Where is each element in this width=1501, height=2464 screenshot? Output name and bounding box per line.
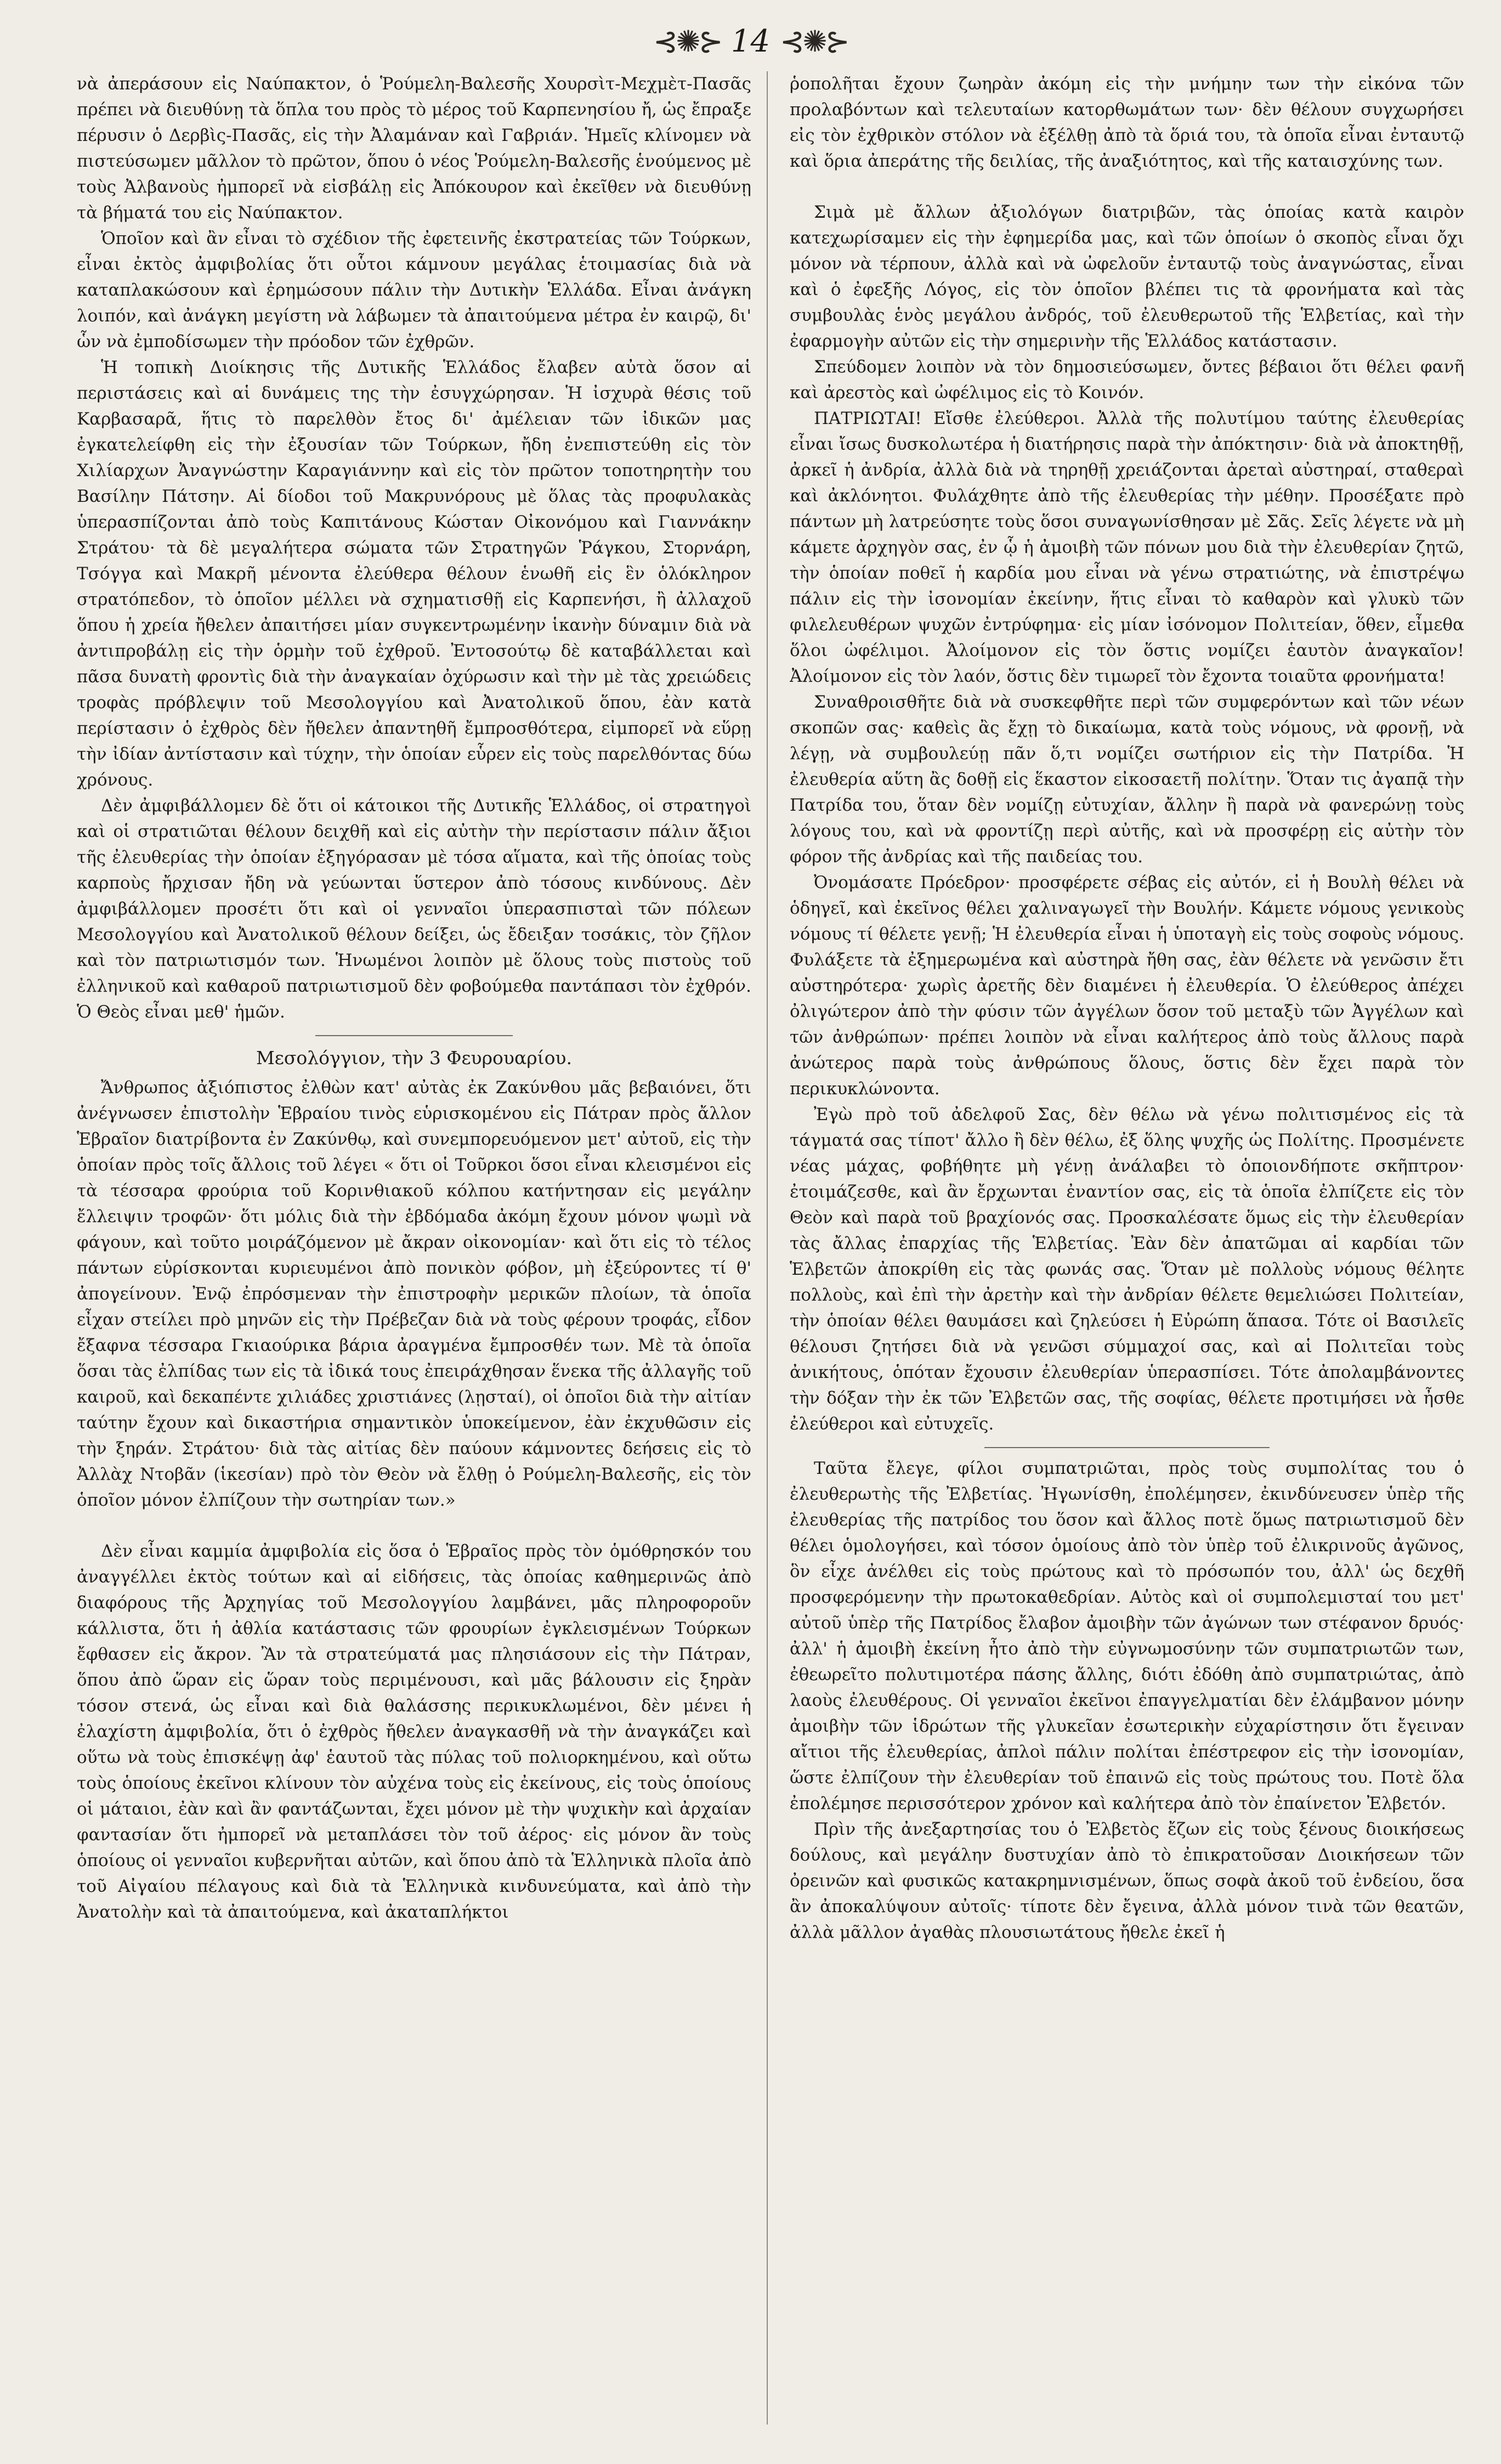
column-rule bbox=[767, 71, 768, 2425]
news-paragraph: Ἄνθρωπος ἀξιόπιστος ἐλθὼν κατ' αὐτὰς ἐκ Ζακύνθου μᾶς βεβαιόνει, ὅτι ἀνέγνωσεν ἐπιστολὴν Ἑβραίου τινὸς εὑρισκομένου εἰς Πάτραν πρὸς ἄλλον Ἑβραῖον διατρίβοντα ἐν Ζακύνθῳ, καὶ συνεμπορευόμενον μετ' αὐτοῦ, εἰς τὴν ὁποίαν πρὸς τοῖς ἄλλοις τοῦ λέγει « ὅτι οἱ Τοῦρκοι ὅσοι εἶναι κλεισμένοι εἰς τὰ τέσσαρα φρούρια τοῦ Κορινθιακοῦ κόλπου κατήντησαν εἰς μεγάλην ἔλλειψιν τροφῶν· ὅτι μόλις διὰ τὴν ἑβδόμαδα ἀκόμη ἔχουν μόνον ψωμὶ νὰ φάγουν, καὶ τοῦτο μοιράζόμενον μὲ ἄκραν οἰκονομίαν· καὶ ὅτι εἰς τὸ τέλος πάντων εὑρίσκονται κυριευμένοι ἀπὸ πονικὸν φόβον, μὴ ἐξεύροντες τί θ' ἀπογείνουν. Ἐνῷ ἐπρόσμεναν τὴν ἐπιστροφὴν μερικῶν πλοίων, τὰ ὁποῖα εἶχαν στείλει πρὸ μηνῶν εἰς τὴν Πρέβεζαν διὰ νὰ τοὺς φέρουν τροφάς, εἶδον ἔξαφνα τέσσαρα Γκιαούρικα βάρια ἀραγμένα ἔμπροσθέν των. Μὲ τὰ ὁποῖα ὅσαι τὰς ἐλπίδας των εἰς τὰ ἰδικά τους ἐπειράχθησαν ἕνεκα τῆς ἀλλαγῆς τοῦ καιροῦ, καὶ δεκαπέντε χιλιάδες χριστιάνες (λῃσταί), οἱ ὁποῖοι διὰ τὴν αἰτίαν ταύτην ἔχουν καὶ δικαστήρια σημαντικὸν ὑποκείμενον, ἐὰν ἐκχυθῶσιν εἰς τὴν ξηράν. Στράτου· διὰ τὰς αἰτίας δὲν παύουν κάμνοντες δεήσεις εἰς τὸ Ἀλλὰχ Ντοβᾶν (ἱκεσίαν) πρὸ τὸν Θεὸν νὰ ἔλθῃ ὁ Ρούμελη-Βαλεσῆς, εἰς τὸν ὁποῖον μόνον ἐλπίζουν τὴν σωτηρίαν των.» bbox=[77, 1078, 751, 1510]
article-paragraph: Ὁποῖον καὶ ἂν εἶναι τὸ σχέδιον τῆς ἐφετεινῆς ἐκστρατείας τῶν Τούρκων, εἶναι ἐκτὸς ἀμφιβολίας ὅτι οὗτοι κάμνουν μεγάλας ἑτοιμασίας διὰ νὰ καταπλακώσουν καὶ ἐρημώσουν πάλιν τὴν Δυτικὴν Ἑλλάδα. Εἶναι ἀνάγκη λοιπόν, καὶ ἀνάγκη μεγίστη νὰ λάβωμεν τὰ ἀπαιτούμενα μέτρα ἐν καιρῷ, δι' ὧν νὰ ἐμποδίσωμεν τὴν πρόοδον τῶν ἐχθρῶν. bbox=[77, 229, 751, 352]
section-divider bbox=[315, 1035, 513, 1036]
right-ornament: ⊰✺⊱ bbox=[780, 24, 848, 59]
dateline: Μεσολόγγιον, τὴν 3 Φευρουαρίου. bbox=[256, 1047, 572, 1069]
closing-paragraph: Πρὶν τῆς ἀνεξαρτησίας του ὁ Ἐλβετὸς ἔζων εἰς τοὺς ξένους διοικήσεως δούλους, καὶ μεγάλην δυστυχίαν ἀπὸ τὸ ἐπικρατοῦσαν Διοικήσεων τῶν ὀρεινῶν καὶ φυσικῶς κατακρημνισμένων, ὅπως σοφὰ ἀκοῦ τοῦ ἐνδείου, ὅσα ἂν ἀποκαλύψουν αὐτοῖς· τίποτε δὲν ἔγεινα, ἀλλὰ μόνον τινὰ τῶν θεατῶν, ἀλλὰ μᾶλλον ἀγαθὰς πλουσιωτάτους ἤθελε ἐκεῖ ἡ bbox=[790, 1819, 1464, 1942]
page-number: 14 bbox=[730, 23, 771, 59]
article-paragraph: νὰ ἀπεράσουν εἰς Ναύπακτον, ὁ Ῥούμελη-Βαλεσῆς Χουρσὶτ-Μεχμὲτ-Πασᾶς πρέπει νὰ διευθύνῃ τὰ ὅπλα του πρὸς τὸ μέρος τοῦ Καρπενησίου ἤ, ὡς ἔπραξε πέρυσιν ὁ Δερβὶς-Πασᾶς, εἰς τὴν Ἀλαμάναν καὶ Γαβριάν. Ἡμεῖς κλίνομεν νὰ πιστεύσωμεν μᾶλλον τὸ πρῶτον, ὅπου ὁ νέος Ῥούμελη-Βαλεσῆς ἑνούμενος μὲ τοὺς Ἀλβανοὺς ἠμπορεῖ νὰ εἰσβάλῃ εἰς Ἀπόκουρον καὶ ἐκεῖθεν νὰ διευθύνῃ τὰ βήματά του εἰς Ναύπακτον. bbox=[77, 74, 751, 223]
article-paragraph: Σιμὰ μὲ ἄλλων ἀξιολόγων διατριβῶν, τὰς ὁποίας κατὰ καιρὸν κατεχωρίσαμεν εἰς τὴν ἐφημερίδα μας, καὶ τῶν ὁποίων ὁ σκοπὸς εἶναι ὄχι μόνον νὰ τέρπουν, ἀλλὰ καὶ νὰ ὠφελοῦν ἐνταυτῷ τοὺς ἀναγνώστας, εἶναι καὶ ὁ ἐφεξῆς Λόγος, εἰς τὸν ὁποῖον βλέπει τις τὰ φρονήματα καὶ τὰς συμβουλὰς ἑνὸς μεγάλου ἀνδρός, τοῦ ἐλευθερωτοῦ τῆς Ἑλβετίας, καὶ τὴν ἐφαρμογὴν αὐτῶν εἰς τὴν σημερινὴν τῆς Ἑλλάδος κατάστασιν. bbox=[790, 202, 1464, 351]
article-paragraph: Δὲν ἀμφιβάλλομεν δὲ ὅτι οἱ κάτοικοι τῆς Δυτικῆς Ἑλλάδος, οἱ στρατηγοὶ καὶ οἱ στρατιῶται θέλουν δειχθῆ καὶ εἰς αὐτὴν τὴν περίστασιν πάλιν ἄξιοι τῆς ἐλευθερίας τὴν ὁποίαν ἐξηγόρασαν μὲ τόσα αἵματα, καὶ τῆς ὁποίας τοὺς καρποὺς ἤρχισαν ἤδη νὰ γεύωνται ὕστερον ἀπὸ τόσους κινδύνους. Δὲν ἀμφιβάλλομεν προσέτι ὅτι καὶ οἱ γενναῖοι ὑπερασπισταὶ τῶν πόλεων Μεσολογγίου καὶ Ἀνατολικοῦ θέλουν δείξει, ὡς ἔδειξαν τοσάκις, τὸν ζῆλον καὶ τὸν πατριωτισμόν των. Ἡνωμένοι λοιπὸν μὲ ὅλους τοὺς πιστοὺς τοῦ ἐλληνικοῦ καὶ καθαροῦ πατριωτισμοῦ δὲν φοβούμεθα παντάπασι τὸν ἐχθρόν. Ὁ Θεὸς εἶναι μεθ' ἡμῶν. bbox=[77, 796, 751, 1022]
speech-paragraph: Συναθροισθῆτε διὰ νὰ συσκεφθῆτε περὶ τῶν συμφερόντων καὶ τῶν νέων σκοπῶν σας· καθεὶς ἂς ἔχῃ τὸ δικαίωμα, κατὰ τοὺς νόμους, νὰ φρονῇ, νὰ λέγῃ, νὰ συμβουλεύῃ πᾶν ὅ,τι νομίζει σωτήριον εἰς τὴν Πατρίδα. Ἡ ἐλευθερία αὕτη ἂς δοθῇ εἰς ἕκαστον εἰκοσαετῆ πολίτην. Ὅταν τις ἀγαπᾷ τὴν Πατρίδα του, ὅταν δὲν νομίζῃ εὐτυχίαν, ἄλλην ἢ παρὰ νὰ φανερώνῃ τοὺς λόγους του, καὶ νὰ φροντίζῃ περὶ αὐτῆς, καὶ νὰ προσφέρῃ εἰς αὐτὴν τὸν φόρον τῆς ἀνδρίας καὶ τῆς παιδείας του. bbox=[790, 692, 1464, 867]
page-header bbox=[0, 22, 1501, 60]
speech-paragraph: ΠΑΤΡΙΩΤΑΙ! Εἴσθε ἐλεύθεροι. Ἀλλὰ τῆς πολυτίμου ταύτης ἐλευθερίας εἶναι ἴσως δυσκολωτέρα ἡ διατήρησις παρὰ τὴν ἀπόκτησιν· διὰ νὰ ἀποκτηθῇ, ἀρκεῖ ἡ ἀνδρία, ἀλλὰ διὰ νὰ τηρηθῇ χρειάζονται ἀρεταὶ αὐστηραί, σταθεραὶ καὶ ἀκλόνητοι. Φυλάχθητε ἀπὸ τῆς ἐλευθερίας τὴν μέθην. Προσέξατε πρὸ πάντων μὴ λατρεύσητε τοὺς ὅσοι συναγωνίσθησαν μὲ Σᾶς. Σεῖς λέγετε νὰ μὴ κάμετε ἀρχηγὸν σας, ἐν ᾧ ἡ ἀμοιβὴ τῶν πόνων μου διὰ τὴν ἐλευθερίαν ζητῶ, τὴν ὁποίαν ποθεῖ ἡ καρδία μου εἶναι νὰ γένω στρατιώτης, νὰ ἐπιστρέψω πάλιν εἰς τὴν ἰσονομίαν ἐκείνην, ἥτις εἶναι τὸ καθαρὸν καὶ γλυκὺ τῶν φιλελευθέρων ψυχῶν ἐντρύφημα· εἰς μίαν ἰσόνομον Πολιτείαν, ὅθεν, εἶμεθα ὅλοι ὠφέλιμοι. Ἀλοίμονον εἰς τὸν ὅστις νομίζει ἑαυτὸν ἀναγκαῖον! Ἀλοίμονον εἰς τὸν λαόν, ὅστις δὲν τιμωρεῖ τὸν ἔχοντα τοιαῦτα φρονήματα! bbox=[790, 409, 1464, 686]
article-paragraph: Ἡ τοπικὴ Διοίκησις τῆς Δυτικῆς Ἑλλάδος ἔλαβεν αὐτὰ ὅσον αἱ περιστάσεις καὶ αἱ δυνάμεις της τὴν ἐσυγχώρησαν. Ἡ ἰσχυρὰ θέσις τοῦ Καρβασαρᾶ, ἥτις τὸ παρελθὸν ἔτος δι' ἀμέλειαν τῶν ἰδικῶν μας ἐγκατελείφθη εἰς τὴν ἐξουσίαν τῶν Τούρκων, ἤδη ἐνεπιστεύθη εἰς τὸν Χιλίαρχων Ἀναγνώστην Καραγιάννην καὶ εἰς τὸν πρῶτον τοποτηρητὴν του Βασίλην Πάτσην. Αἱ δίοδοι τοῦ Μακρυνόρους μὲ ὅλας τὰς προφυλακὰς ὑπερασπίζονται ἀπὸ τοὺς Καπιτάνους Κώσταν Οἰκονόμου καὶ Γιαννάκην Στράτου· τὰ δὲ μεγαλήτερα σώματα τῶν Στρατηγῶν Ῥάγκου, Στορνάρη, Τσόγγα καὶ Μακρῆ μένοντα ἐλεύθερα θέλουν ἑνωθῆ εἰς ἓν ὁλόκληρον στρατόπεδον, τὸ ὁποῖον μέλλει νὰ σχηματισθῇ εἰς Καρπενήσι, ἢ ἀλλαχοῦ ὅπου ἡ χρεία ἤθελεν ἀπαιτήσει μίαν συγκεντρωμένην ἱκανὴν δύναμιν διὰ νὰ ἀντιπροβάλῃ εἰς τὴν ὁρμὴν τοῦ ἐχθροῦ. Ἐντοσούτῳ δὲ καταβάλλεται καὶ πᾶσα δυνατὴ φροντὶς διὰ τὴν ἀναγκαίαν ὀχύρωσιν καὶ τὴν μὲ τὰς χρειώδεις τροφὰς πρόβλεψιν τοῦ Μεσολογγίου καὶ Ἀνατολικοῦ ὅπου, ἐὰν κατὰ περίστασιν ὁ ἐχθρὸς δὲν ἤθελεν ἀπαντηθῆ ἔμπροσθότερα, εἰμπορεῖ νὰ εὕρῃ τὴν ἰδίαν ἀντίστασιν καὶ τύχην, τὴν ὁποίαν εὗρεν εἰς τοὺς παρελθόντας δύω χρόνους. bbox=[77, 358, 751, 790]
right-column bbox=[790, 71, 1464, 2446]
article-paragraph: Σπεύδομεν λοιπὸν νὰ τὸν δημοσιεύσωμεν, ὄντες βέβαιοι ὅτι θέλει φανῆ καὶ ἀρεστὸς καὶ ὠφέλιμος εἰς τὸ Κοινόν. bbox=[790, 357, 1464, 403]
closing-paragraph: Ταῦτα ἔλεγε, φίλοι συμπατριῶται, πρὸς τοὺς συμπολίτας του ὁ ἐλευθερωτὴς τῆς Ἐλβετίας. Ἠγωνίσθη, ἐπολέμησεν, ἐκινδύνευσεν ὑπὲρ τῆς ἐλευθερίας τῆς πατρίδος του ὅσον καὶ ἄλλος ποτὲ ὅμως πατριωτισμοῦ δὲν θέλει ὁμολογήσει, καὶ τόσον ὁμοίους ἀπὸ τὸν ὑπὲρ τοῦ ἐλικρινοῦς ἀγῶνος, ὃν εἶχε ἀνέλθει εἰς τοὺς πρώτους καὶ τὸ πρόσωπόν του, ἀλλ' ὡς δεχθῆ προσφερόμενην τὴν πρωτοκαθεδρίαν. Αὐτὸς καὶ οἱ συμπολεμισταί του μετ' αὐτοῦ ὑπὲρ τῆς Πατρίδος ἔλαβον ἀμοιβὴν τῶν ἀγώνων των στέφανον δρυός· ἀλλ' ἡ ἀμοιβὴ ἐκείνη ἦτο ἀπὸ τὴν εὐγνωμοσύνην τῶν συμπατριωτῶν των, ἐθεωρεῖτο πολυτιμοτέρα πάσης ἄλλης, διότι ἐδόθη ἀπὸ συμπατριώτας, ἀπὸ λαοὺς ἐλευθέρους. Οἱ γενναῖοι ἐκεῖνοι ἐπαγγελματίαι δὲν ἐλάμβανον μόνην ἀμοιβὴν τῶν ἱδρώτων τῆς γλυκεῖαν ἐσωτερικὴν εὐχαρίστησιν ὅτι ἔγειναν αἴτιοι τῆς ἐλευθερίας, ἀπλοὶ πάλιν πολίται ἐπέστρεφον εἰς τὴν ἰσονομίαν, ὥστε ἐλπίζουν τὴν ἐλευθερίαν τοῦ ἐπαινῶ εἰς τοὺς πρώτους του. Ποτὲ ὅλα ἐπολέμησε περισσότερον χρόνον καὶ καλήτερα ἀπὸ τὸν ἐπαίνετον Ἐλβετόν. bbox=[790, 1459, 1464, 1813]
speech-paragraph: Ὀνομάσατε Πρόεδρον· προσφέρετε σέβας εἰς αὐτόν, εἰ ἡ Βουλὴ θέλει νὰ ὁδηγεῖ, καὶ ἐκεῖνος θέλει χαλιναγωγεῖ τὴν Βουλήν. Κάμετε νόμους γενικοὺς νόμους τί θέλετε γενῇ; Ἡ ἐλευθερία εἶναι ἡ ὑποταγὴ εἰς τοὺς σοφοὺς νόμους. Φυλάξετε τὰ ἐξημερωμένα καὶ αὐστηρὰ ἤθη σας, ἐὰν θέλετε νὰ γενῶσιν ἔτι αὐστηρότερα· χωρὶς ἀρετῆς δὲν διαμένει ἡ ἐλευθερία. Ὁ ἐλεύθερος ἀπέχει ὀλιγώτερον ἀπὸ τὴν φύσιν τῶν ἀγγέλων ὅσον τοῦ μεταξὺ τῶν Ἀγγέλων καὶ τῶν ἀνθρώπων· πρέπει λοιπὸν νὰ εἶναι καλήτερος ἀπὸ τοὺς ἄλλους παρὰ ἀνώτερος παρὰ τοὺς ἀνθρώπους ὅλους, ὅστις δὲν ἔχει παρὰ τὸν περικυκλώνοντα. bbox=[790, 873, 1464, 1099]
spacer bbox=[790, 174, 1464, 200]
news-paragraph: Δὲν εἶναι καμμία ἀμφιβολία εἰς ὅσα ὁ Ἑβραῖος πρὸς τὸν ὁμόθρησκόν του ἀναγγέλλει ἐκτὸς τούτων καὶ αἱ εἰδήσεις, τὰς ὁποίας καθημερινῶς ἀπὸ διαφόρους τῆς Ἀρχηγίας τοῦ Μεσολογγίου λαμβάνει, μᾶς πληροφοροῦν κάλλιστα, ὅτι ἡ ἀθλία κατάστασις τῶν φρουρίων ἐγκλεισμένων Τούρκων ἔφθασεν εἰς ἄκρον. Ἂν τὰ στρατεύματά μας πλησιάσουν εἰς τὴν Πάτραν, ὅπου ἀπὸ ὥραν εἰς ὥραν τοὺς περιμένουσι, καὶ μᾶς βάλουσιν εἰς ξηρὰν τόσον στενά, ὡς εἶναι καὶ διὰ θαλάσσης περικυκλωμένοι, δὲν μένει ἡ ἐλαχίστη ἀμφιβολία, ὅτι ὁ ἐχθρὸς ἤθελεν ἀναγκασθῆ νὰ τὴν ἀναγκάζει καὶ οὕτω νὰ τοὺς ἐπισκέψῃ ἀφ' ἑαυτοῦ τὰς πύλας τοῦ πολιορκημένου, καὶ οὕτω τοὺς ὁποίους ἐκεῖνοι κλίνουν τὸν αὐχένα τοὺς εἰς ἐκείνους, εἰς τοὺς ὁποίους οἱ μάταιοι, ἐὰν καὶ ἂν φαντάζωνται, ἔχει μόνον μὲ τὴν ψυχικὴν καὶ ἀρχαίαν φαντασίαν ὅτι ἠμπορεῖ νὰ μεταπλάσει τὸν τοῦ ἀέρος· εἰς μόνον ἂν τοὺς ὁποίους οἱ γενναῖοι κυβερνῆται αὐτῶν, καὶ ὅπου ἀπὸ τὰ Ἑλληνικὰ πλοῖα ἀπὸ τοῦ Αἰγαίου πέλαγους καὶ διὰ τὰ Ἑλληνικὰ κινδυνεύματα, καὶ ἀπὸ τὴν Ἀνατολὴν καὶ τὰ ἀπαιτούμενα, καὶ ἀκαταπλήκτοι bbox=[77, 1541, 751, 1922]
speech-paragraph: Ἐγὼ πρὸ τοῦ ἀδελφοῦ Σας, δὲν θέλω νὰ γένω πολιτισμένος εἰς τὰ τάγματά σας τίποτ' ἄλλο ἢ δὲν θέλω, ἐξ ὅλης ψυχῆς ὡς Πολίτης. Προσμένετε νέας μάχας, φοβήθητε μὴ γένῃ ἀνάλαβει τὸ ὁποιονδήποτε σκῆπτρον· ἐτοιμάζεσθε, καὶ ἂν ἔρχωνται ἐναντίον σας, εἰς τὰ ὁποῖα ἐλπίζετε εἰς τὸν Θεὸν καὶ παρὰ τοῦ βραχίονός σας. Προσκαλέσατε ὅμως εἰς τὴν ἐλευθερίαν τὰς ἄλλας ἐπαρχίας τῆς Ἑλβετίας. Ἐὰν δὲν ἀπατῶμαι αἱ καρδίαι τῶν Ἑλβετῶν ἀποκρίθη εἰς τὰς φωνάς σας. Ὅταν μὲ πολλοὺς νόμους θέλητε πολλοὺς, καὶ ἐπὶ τὴν ἀρετὴν καὶ τὴν ἀνδρίαν θέλετε θεμελιώσει Πολιτείαν, τὴν ὁποίαν θέλει θαυμάσει καὶ ζηλεύσει ἡ Εὐρώπη ἅπασα. Τότε οἱ Βασιλεῖς θέλουσι ζητήσει διὰ νὰ γενῶσι σύμμαχοί σας, καὶ αἱ Πολιτεῖαι τοὺς ἀνικήτους, ὁπόταν ἔχουσιν ἐλευθερίαν ὑπερασπίσει. Τότε ἀπολαμβάνοντες τὴν δόξαν τὴν ἐκ τῶν Ἐλβετῶν σας, τῆς σοφίας, θέλετε προτιμήσει νὰ ἦσθε ἐλεύθεροι καὶ εὐτυχεῖς. bbox=[790, 1105, 1464, 1434]
section-divider bbox=[984, 1447, 1270, 1448]
left-ornament: ⊰✺⊱ bbox=[653, 24, 721, 59]
article-paragraph: ῥοπολῆται ἔχουν ζωηρὰν ἀκόμη εἰς τὴν μνήμην των τὴν εἰκόνα τῶν προλαβόντων καὶ τελευταίων κατορθωμάτων των· δὲν θέλουν συγχωρήσει εἰς τὸν ἐχθρικὸν στόλον νὰ ἐξέλθῃ ἀπὸ τὰ ὅριά του, τὰ ὁποῖα εἶναι ἐνταυτῷ καὶ ὅρια ἀπεράτης τῆς δειλίας, τῆς ἀναξιότητος, καὶ τῆς καταισχύνης των. bbox=[790, 74, 1464, 171]
left-column bbox=[77, 71, 751, 2446]
spacer bbox=[77, 1513, 751, 1539]
